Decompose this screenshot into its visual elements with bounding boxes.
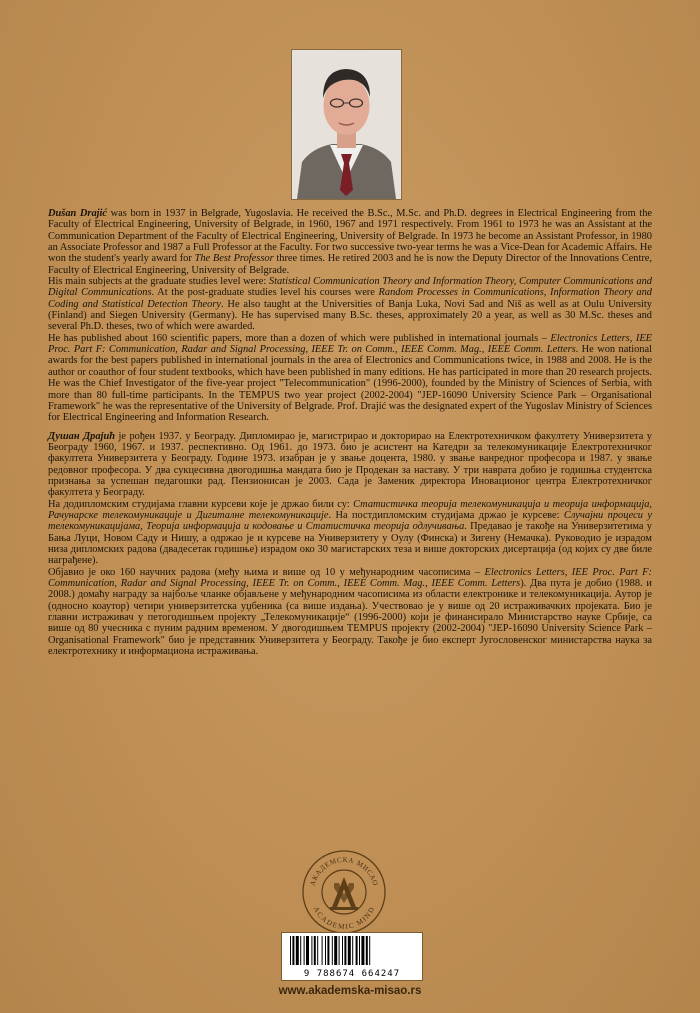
author-biography [48, 208, 652, 657]
bio-sr-paragraph-3: Објавио је око 160 научних радова (међу њима и више од 10 у међународним часописима – Electronics Letters, IEE Proc. Part F: Communication, Radar and Signal Processing, IEEE Tr. on Comm., IEEE Comm. Mag., IEEE Comm. Letters). Два пута је добио (1988. и 2008.) домаћу награду за најбоље чланке објављене у међународним часописима из области електронике и телекомуникација. Аутор је (односно коаутор) четири универзитетска уџбеника (са више издања). Учествовао је у више од 20 истраживачких пројеката. Био је главни истраживач у петогодишњем пројекту „Телекомуникације“ (1996-2000) који је финансирало Министарство науке Србије, са више од 80 учесника с пуним радним временом. У двогодишњем TEMPUS пројекту (2002-2004) "JEP-16090 University Science Park – Organisational Framework" био је представник Универзитета у Београду. Такође је био експерт Југословенског министарства наука за електротехнику и информационa истраживања. [48, 566, 652, 658]
author-name-sr: Душан Драјић [48, 430, 115, 442]
author-photo [291, 49, 402, 200]
publisher-website: www.akademska-misao.rs [278, 985, 422, 997]
logo-text-bottom: ACADEMIC MIND [311, 905, 377, 931]
publisher-logo [301, 849, 387, 935]
bio-en-paragraph-2: His main subjects at the graduate studies level were: Statistical Communication Theory and Information Theory, Computer Communications and Digital Communications. At the post-graduate studies level his courses were Random Processes in Communications, Information Theory and Coding and Statistical Detection Theory. He also taught at the Universities of Banja Luka, Novi Sad and Niš as well as at Oulu University (Finland) and Siegen University (Germany). He has supervised many B.Sc. theses, approximately 20 a year, as well as 30 M.Sc. theses and several Ph.D. theses, two of which were awarded. [48, 276, 652, 333]
bio-en-paragraph-3: He has published about 160 scientific papers, more than a dozen of which were published in international journals – Electronics Letters, IEE Proc. Part F: Communication, Radar and Signal Processing, IEEE Tr. on Comm., IEEE Comm. Mag., IEEE Comm. Letters. He won national awards for the best papers published in international journals in the area of Electronics and Communications twice, in 1988 and 2008. He is the author or coauthor of four student textbooks, which have been published in many editions. He has participated in more than 20 research projects. He was the Chief Investigator of the five-year project "Telecommunication" (1996-2000), founded by the Ministry of Sciences of Serbia, with more than 80 full-time participants. In the TEMPUS two year project (2002-2004) "JEP-16090 University Science Park – Organisational Framework" he was the representative of the University of Belgrade. Prof. Drajić was the designated expert of the Yugoslav Ministry of Sciences for Electrical Engineering and Information Research. [48, 332, 653, 424]
author-name-en: Dušan Drajić [48, 208, 108, 219]
logo-text-top: АКАДЕМСКА МИСАО [308, 855, 380, 887]
bio-en-paragraph-1: Dušan Drajić was born in 1937 in Belgrade, Yugoslavia. He received the B.Sc., M.Sc. and Ph.D. degrees in Electrical Engineering from the Faculty of Electrical Engineering, University of Belgrade, in 1960, 1967 and 1971 respectively. From 1961 to 1973 he was an Assistant at the Communication Department of the Faculty of Electrical Engineering, University of Belgrade. In 1973 he become an Assistant Professor, in 1980 an Associate Professor and 1987 a Full Professor at the Faculty. For two successive two-year terms he was a Vice-Dean for Academic Affairs. He won the student's yearly award for The Best Professor three times. He retired 2003 and he is now the Deputy Director of the Innovations Centre, Faculty of Electrical Engineering, University of Belgrade. [48, 208, 652, 276]
isbn-barcode [281, 932, 423, 981]
barcode-number: 9 788674 664247 [303, 969, 401, 979]
bio-sr-paragraph-1: Душан Драјић је рођен 1937. у Београду. Дипломирао је, магистрирао и докторирао на Електротехничком факултету Универзитета у Београду 1960, 1967. и 1937. респективно. Од 1961. до 1973. био је асистент на Катедри за телекомуникације Електротехничког факултета Универзитета у Београду. Године 1973. изабран је у звање доцента, 1980. у звање ванредног професора и 1987. у звање редовног професора. У два сукцесивна двогодишња мандата био је Продекан за наставу. У три наврата добио је годишња студентска признања за успешан педагошки рад. Пензионисан је 2003. Сада је Заменик директора Иновационог центра Електротехничког факултета у Београду. [48, 430, 652, 499]
bio-sr-paragraph-2: На додипломским студијама главни курсеви које је држао били су: Статистичка теорија телекомуникација и теорија информација, Рачунарске телекомуникације и Дигиталне телекомуникације. На постдипломским студијама држао је курсеве: Случајни процеси у телекомуникацијама, Теорија информација и кодовање и Статистичка теорија одлучивања. Предавао је такође на Универзитетима у Бања Луци, Новом Саду и Нишу, а одржао је и курсеве на Универзитету у Оулу (Финска) и Зигену (Немачка). Руководио је израдом низа дипломских радова (двадесетак годишње) израдом око 30 магистарских теза и више докторских дисертација (од којих су две биле награђене). [48, 498, 653, 567]
